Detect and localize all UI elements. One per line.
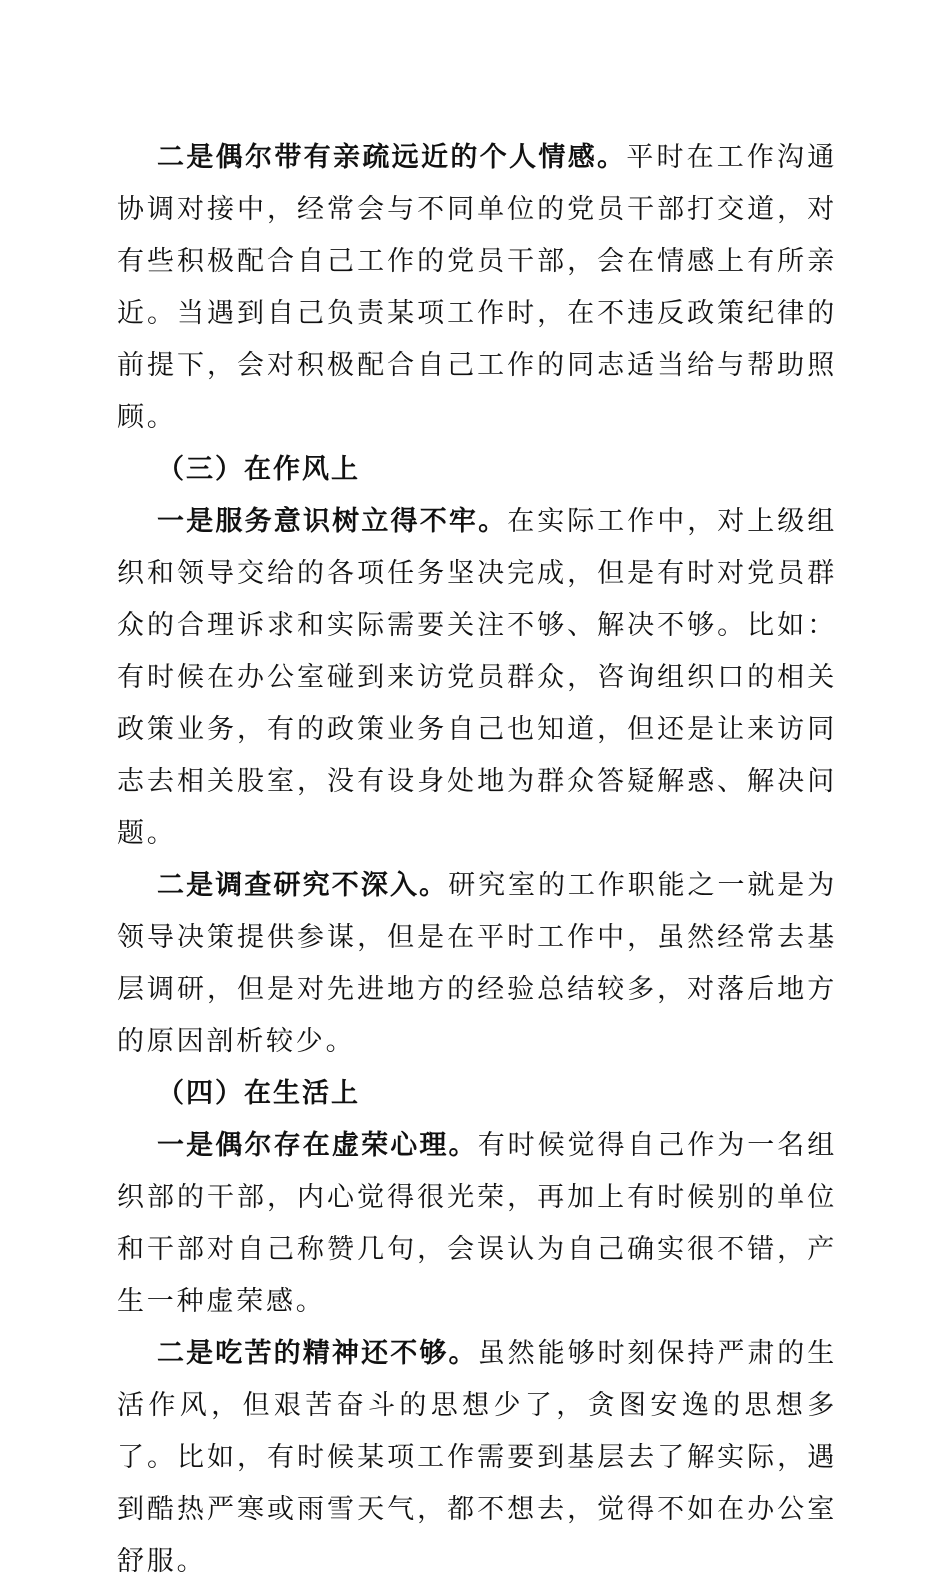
paragraph-vanity [117,1120,837,1328]
document-body [117,132,837,1588]
paragraph-lead: 二是偶尔带有亲疏远近的个人情感。 [157,142,627,173]
paragraph-hardship-spirit [117,1328,837,1588]
section-heading-life: （四）在生活上 [157,1078,360,1109]
paragraph-research [117,860,837,1068]
paragraph-lead: 一是服务意识树立得不牢。 [157,506,508,537]
paragraph-personal-emotion [117,132,837,444]
paragraph-lead: 二是吃苦的精神还不够。 [157,1338,478,1369]
paragraph-text: 平时在工作沟通协调对接中，经常会与不同单位的党员干部打交道，对有些积极配合自己工作的党员干部，会在情感上有所亲近。当遇到自己负责某项工作时，在不违反政策纪律的前提下，会对积极配合自己工作的同志适当给与帮助照顾。 [117,142,837,433]
paragraph-lead: 二是调查研究不深入。 [157,870,449,901]
paragraph-text: 研究室的工作职能之一就是为领导决策提供参谋，但是在平时工作中，虽然经常去基层调研，但是对先进地方的经验总结较多，对落后地方的原因剖析较少。 [117,870,838,1057]
paragraph-text: 虽然能够时刻保持严肃的生活作风，但艰苦奋斗的思想少了，贪图安逸的思想多了。比如，有时候某项工作需要到基层去了解实际，遇到酷热严寒或雨雪天气，都不想去，觉得不如在办公室舒服。 [117,1338,837,1577]
paragraph-lead: 一是偶尔存在虚荣心理。 [157,1130,478,1161]
paragraph-text: 在实际工作中，对上级组织和领导交给的各项任务坚决完成，但是有时对党员群众的合理诉求和实际需要关注不够、解决不够。比如：有时候在办公室碰到来访党员群众，咨询组织口的相关政策业务，有的政策业务自己也知道，但还是让来访同志去相关股室，没有设身处地为群众答疑解惑、解决问题。 [117,506,837,849]
section-heading-work-style: （三）在作风上 [157,454,360,485]
paragraph-text: 有时候觉得自己作为一名组织部的干部，内心觉得很光荣，再加上有时候别的单位和干部对自己称赞几句，会误认为自己确实很不错，产生一种虚荣感。 [117,1130,837,1317]
paragraph-service-awareness [117,496,837,860]
